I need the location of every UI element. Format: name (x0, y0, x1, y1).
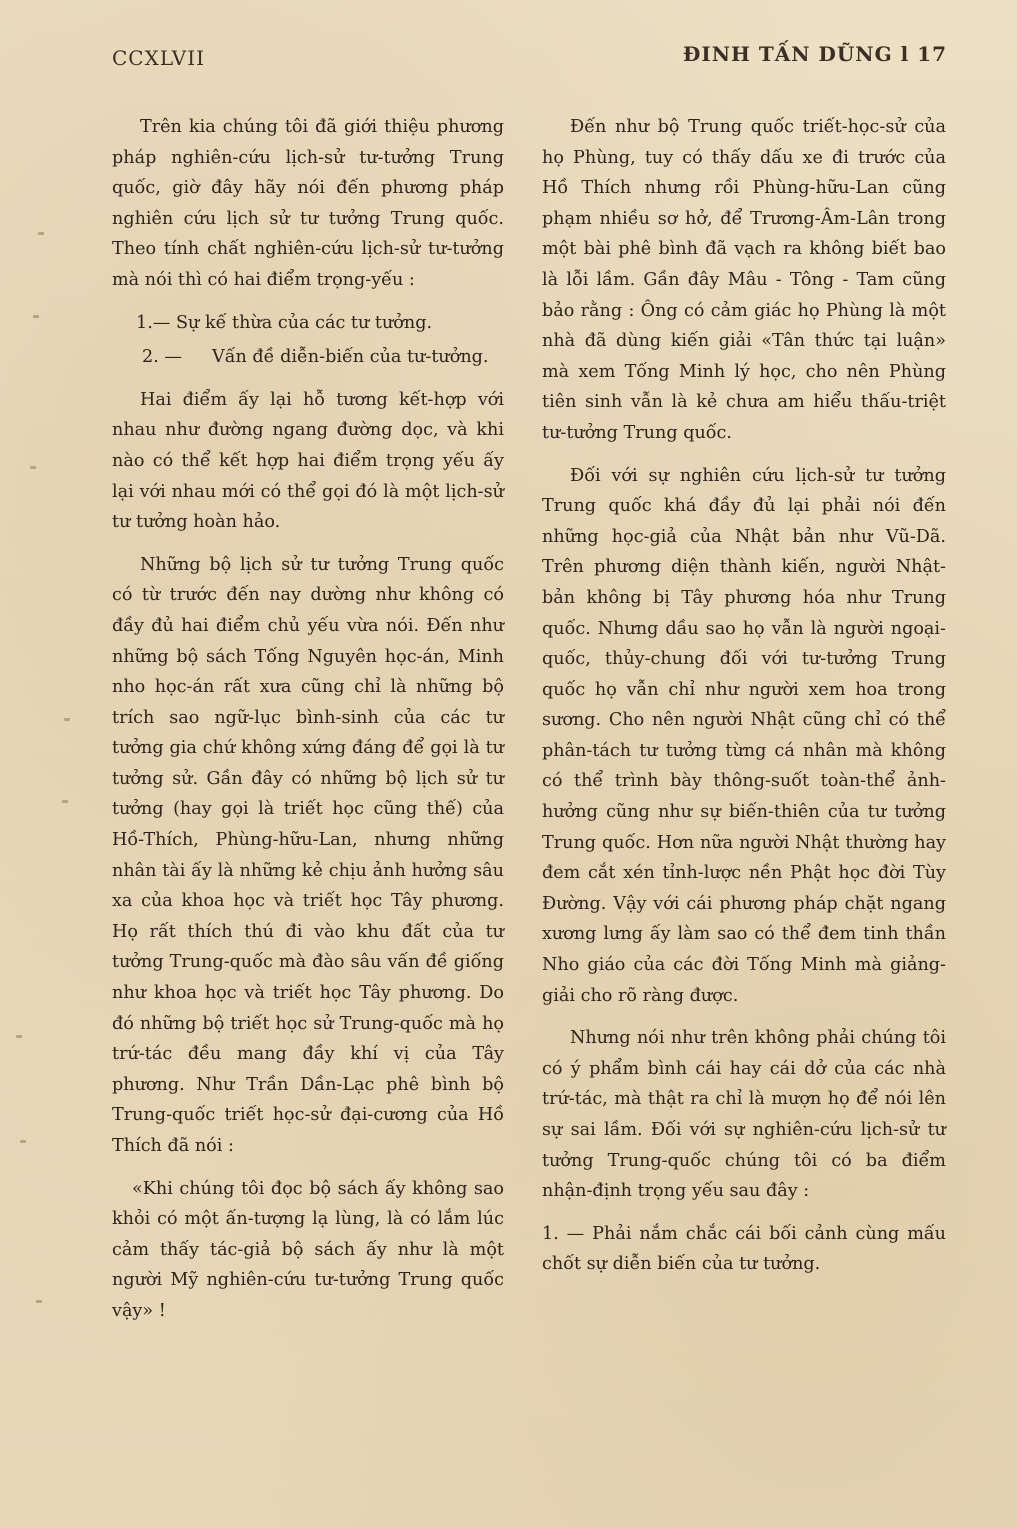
issue-number: CCXLVII (112, 46, 205, 70)
running-title: ĐINH TẤN DŨNG l 17 (682, 42, 947, 66)
right-column (542, 112, 946, 1292)
left-paragraph-1: Trên kia chúng tôi đã giới thiệu phương pháp nghiên-cứu lịch-sử tư-tưởng Trung quốc, giờ đây hãy nói đến phương pháp nghiên cứu lịch sử tư tưởng Trung quốc. Theo tính chất nghiên-cứu lịch-sử tư-tưởng mà nói thì có hai điểm trọng-yếu : (112, 117, 504, 290)
right-list-item-1: 1. — Phải nắm chắc cái bối cảnh cùng mấu chốt sự diễn biến của tư tưởng. (542, 1223, 946, 1275)
quotation: «Khi chúng tôi đọc bộ sách ấy không sao khỏi có một ấn-tượng lạ lùng, là có lắm lúc cảm thấy tác-giả bộ sách ấy như là một người Mỹ nghiên-cứu tư-tưởng Trung quốc vậy» ! (112, 1178, 504, 1321)
page-header (0, 40, 1017, 76)
list-item-2 (112, 342, 504, 373)
right-paragraph-1: Đến như bộ Trung quốc triết-học-sử của họ Phùng, tuy có thấy dấu xe đi trước của Hồ Thích nhưng rồi Phùng-hữu-Lan cũng phạm nhiều sơ hở, để Trương-Âm-Lân trong một bài phê bình đã vạch ra không biết bao là lỗi lầm. Gần đây Mâu - Tông - Tam cũng bảo rằng : Ông có cảm giác họ Phùng là một nhà đã dùng kiến giải «Tân thức tại luận» mà xem Tống Minh lý học, cho nên Phùng tiên sinh vẫn là kẻ chưa am hiểu thấu-triệt tư-tưởng Trung quốc. (542, 117, 946, 443)
margin-mark (62, 800, 68, 803)
list-item-2-text: Vấn đề diễn-biến của tư-tưởng. (212, 347, 489, 368)
margin-mark (38, 232, 44, 235)
right-paragraph-3: Nhưng nói như trên không phải chúng tôi có ý phẩm bình cái hay cái dở của các nhà trứ-tác, mà thật ra chỉ là mượn họ để nói lên sự sai lầm. Đối với sự nghiên-cứu lịch-sử tư tưởng Trung-quốc chúng tôi có ba điểm nhận-định trọng yếu sau đây : (542, 1028, 946, 1202)
margin-mark (36, 1300, 42, 1303)
margin-mark (20, 1140, 26, 1143)
right-paragraph-2: Đối với sự nghiên cứu lịch-sử tư tưởng Trung quốc khá đầy đủ lại phải nói đến những học-giả của Nhật bản như Vũ-Dã. Trên phương diện thành kiến, người Nhật-bản không bị Tây phương hóa như Trung quốc. Nhưng dầu sao họ vẫn là người ngoại-quốc, thủy-chung đối với tư-tưởng Trung quốc họ vẫn chỉ như người xem hoa trong sương. Cho nên người Nhật cũng chỉ có thể phân-tách tư tưởng từng cá nhân mà không có thể trình bày thông-suốt toàn-thể ảnh-hưởng cũng như sự biến-thiên của tư tưởng Trung quốc. Hơn nữa người Nhật thường hay đem cắt xén tỉnh-lược nền Phật học đời Tùy Đường. Vậy với cái phương pháp chặt ngang xương lưng ấy làm sao có thể đem tinh thần Nho giáo của các đời Tống Minh mà giảng-giải cho rõ ràng được. (542, 465, 946, 1006)
margin-mark (33, 315, 39, 318)
list-item-1: 1.— Sự kế thừa của các tư tưởng. (136, 312, 433, 333)
list-item-2-number: 2. — (142, 347, 182, 368)
margin-mark (16, 1035, 22, 1038)
margin-mark (30, 466, 36, 469)
left-paragraph-2: Hai điểm ấy lại hỗ tương kết-hợp với nhau như đường ngang đường dọc, và khi nào có thể kết hợp hai điểm trọng yếu ấy lại với nhau mới có thể gọi đó là một lịch-sử tư tưởng hoàn hảo. (112, 389, 504, 533)
margin-mark (64, 718, 70, 721)
left-paragraph-3: Những bộ lịch sử tư tưởng Trung quốc có từ trước đến nay dường như không có đầy đủ hai điểm chủ yếu vừa nói. Đến như những bộ sách Tống Nguyên học-án, Minh nho học-án rất xưa cũng chỉ là những bộ trích sao ngữ-lục bình-sinh của các tư tưởng gia chứ không xứng đáng để gọi là tư tưởng sử. Gần đây có những bộ lịch sử tư tưởng (hay gọi là triết học cũng thế) của Hồ-Thích, Phùng-hữu-Lan, nhưng những nhân tài ấy là những kẻ chịu ảnh hưởng sâu xa của khoa học và triết học Tây phương. Họ rất thích thú đi vào khu đất của tư tưởng Trung-quốc mà đào sâu vấn đề giống như khoa học và triết học Tây phương. Do đó những bộ triết học sử Trung-quốc mà họ trứ-tác đều mang đầy khí vị của Tây phương. Như Trần Dần-Lạc phê bình bộ Trung-quốc triết học-sử đại-cương của Hồ Thích đã nói : (112, 554, 504, 1156)
left-column (112, 112, 504, 1339)
